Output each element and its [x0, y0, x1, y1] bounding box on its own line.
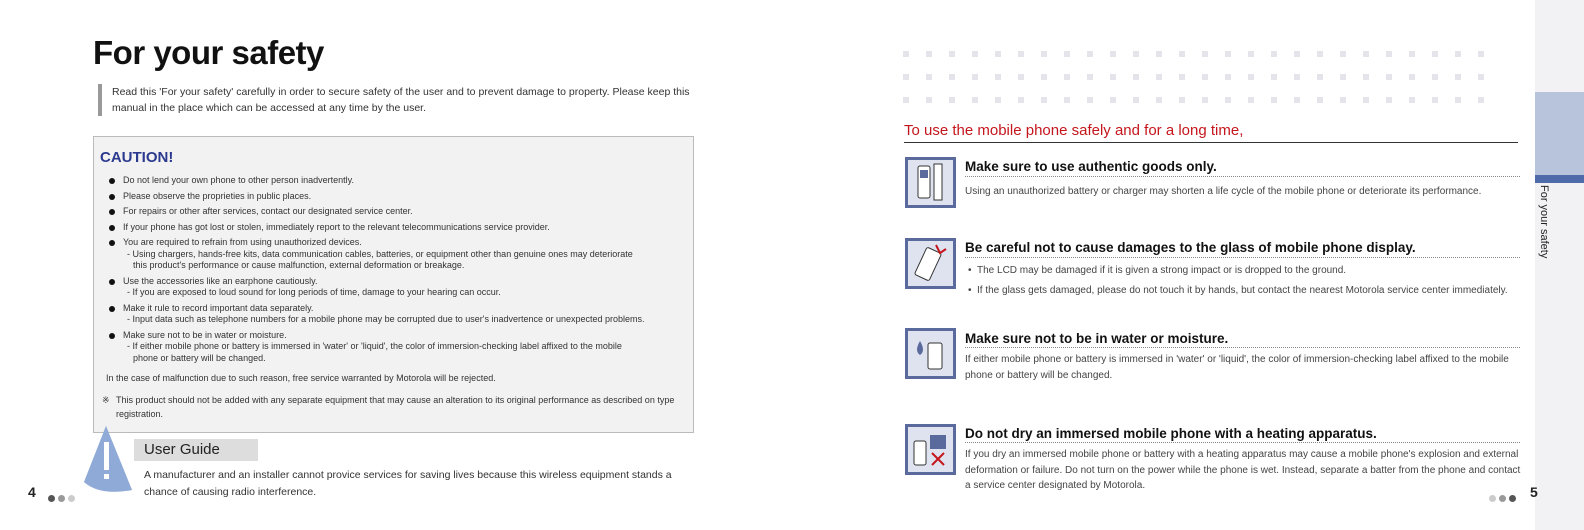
caution-item: If your phone has got lost or stolen, immediately report to the relevant telecommunications service provider. [108, 222, 688, 234]
section-rule [965, 176, 1520, 177]
page-dots-left [48, 489, 78, 507]
side-tab-highlight [1535, 92, 1584, 175]
section-body: If either mobile phone or battery is immersed in 'water' or 'liquid', the color of immersion-checking label affixed to the mobile phone or battery will be changed. [965, 354, 1509, 381]
caution-box [93, 136, 694, 433]
page-title: For your safety [93, 34, 324, 71]
phone-battery-icon [905, 157, 956, 208]
section-title: Make sure to use authentic goods only. [965, 159, 1217, 174]
section-body: If you dry an immersed mobile phone or battery with a heating apparatus may cause a mobile phone's explosion and external deformation or failure. Do not turn on the power while the phone is wet. Instead, separate a batter from the phone and contact a service center designated by Motorola. [965, 449, 1521, 491]
section-rule [965, 442, 1520, 443]
user-guide-text: A manufacturer and an installer cannot provice services for saving lives because this wireless equipment stands a chance of causing radio interference. [144, 469, 672, 498]
right-heading: To use the mobile phone safely and for a long time, [904, 122, 1244, 139]
side-tab-label: For your safety [1538, 185, 1550, 259]
page-number-left: 4 [28, 484, 36, 500]
section-rule [965, 257, 1520, 258]
section-title: Be careful not to cause damages to the glass of mobile phone display. [965, 240, 1416, 255]
caution-item: You are required to refrain from using unauthorized devices. - Using chargers, hands-free kits, data communication cables, batteries, or equipment other than genuine ones may deteriorate this product's performance or cause malfunction, external deformation or breakage. [108, 237, 688, 272]
heading-rule [904, 142, 1518, 143]
warning-triangle-icon [80, 424, 136, 500]
section-body: Using an unauthorized battery or charger may shorten a life cycle of the mobile phone or deteriorate its performance. [965, 186, 1482, 197]
section-body: • The LCD may be damaged if it is given a strong impact or is dropped to the ground. • If the glass gets damaged, please do not touch it by hands, but contact the nearest Motorola service center immediately. [965, 263, 1525, 298]
caution-title: CAUTION! [100, 149, 174, 166]
caution-note: ※ This product should not be added with any separate equipment that may cause an alteration to its original performance as described on type registration. [102, 395, 675, 419]
caution-item: Do not lend your own phone to other person inadvertently. [108, 175, 688, 187]
broken-display-icon [905, 238, 956, 289]
caution-item: Make sure not to be in water or moisture. - If either mobile phone or battery is immersed in 'water' or 'liquid', the color of immersion-checking label affixed to the mobile phone or battery will be changed. [108, 330, 688, 365]
page-dots-right [1489, 489, 1519, 507]
side-tab [1535, 0, 1584, 530]
caution-tail: In the case of malfunction due to such reason, free service warranted by Motorola will be rejected. [106, 373, 496, 383]
section-title: Do not dry an immersed mobile phone with a heating apparatus. [965, 426, 1377, 441]
caution-item: For repairs or other after services, contact our designated service center. [108, 206, 688, 218]
section-rule [965, 347, 1520, 348]
caution-item: Use the accessories like an earphone cautiously. - If you are exposed to loud sound for long periods of time, damage to your hearing can occur. [108, 276, 688, 299]
heater-icon [905, 424, 956, 475]
reference-mark-icon: ※ [102, 395, 110, 405]
user-guide-label: User Guide [134, 439, 258, 461]
side-tab-marker [1535, 175, 1584, 183]
caution-item: Please observe the proprieties in public places. [108, 191, 688, 203]
decorative-dot-grid [903, 44, 1501, 113]
water-drop-icon [905, 328, 956, 379]
section-title: Make sure not to be in water or moisture. [965, 331, 1229, 346]
caution-list [108, 175, 688, 368]
intro-text: Read this 'For your safety' carefully in order to secure safety of the user and to prevent damage to property. Please keep this manual in the place which can be accessed at any time by the user. [98, 84, 698, 116]
page-number-right: 5 [1530, 484, 1538, 500]
caution-item: Make it rule to record important data separately. - Input data such as telephone numbers for a mobile phone may be corrupted due to user's inadvertence or unexpected problems. [108, 303, 688, 326]
